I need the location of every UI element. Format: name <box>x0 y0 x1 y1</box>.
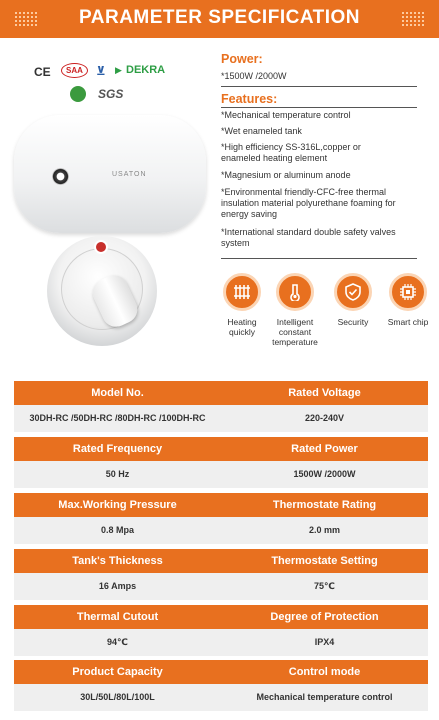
spec-table-values <box>14 461 428 488</box>
spec-label: Thermal Cutout <box>76 611 159 623</box>
spec-table-row <box>14 660 428 711</box>
feature-item: *Magnesium or aluminum anode <box>221 170 351 180</box>
spec-label: Thermostate Rating <box>272 499 377 511</box>
spec-label: Model No. <box>91 387 144 399</box>
spec-label: Product Capacity <box>72 666 163 678</box>
spec-label: Tank's Thickness <box>72 555 163 567</box>
spec-table-values <box>14 573 428 600</box>
feature-icons <box>216 273 434 353</box>
saa-logo: SAA <box>61 63 88 78</box>
page-title: PARAMETER SPECIFICATION <box>78 7 361 28</box>
spec-table-header <box>14 493 428 517</box>
indicator-light <box>94 240 108 254</box>
spec-table-values <box>14 629 428 656</box>
spec-table-row <box>14 549 428 600</box>
spec-table-values <box>14 684 428 711</box>
spec-value: 0.8 Mpa <box>100 525 134 535</box>
spec-table-row <box>14 493 428 544</box>
dial-face <box>61 248 143 330</box>
feature-item: *Wet enameled tank <box>221 126 302 136</box>
brand-logo: USATON <box>112 171 147 178</box>
control-dial-image <box>47 236 157 346</box>
spec-label: Control mode <box>288 666 361 678</box>
heater-knob <box>52 168 69 185</box>
dekra-logo: DEKRA <box>126 64 166 76</box>
power-heading: Power: <box>221 52 263 66</box>
spec-value: 50 Hz <box>105 469 130 479</box>
spec-label: Max.Working Pressure <box>58 499 177 511</box>
spec-table-header <box>14 381 428 405</box>
spec-value: 30L/50L/80L/100L <box>80 692 155 702</box>
heating-coil-icon <box>223 273 261 311</box>
header-banner <box>0 0 439 38</box>
spec-value: 16 Amps <box>98 581 137 591</box>
feature-item: *International standard double safety valves system <box>221 227 396 248</box>
spec-table-values <box>14 517 428 544</box>
dial-handle <box>88 271 142 332</box>
spec-value: 220-240V <box>304 413 345 423</box>
feature-icon-item <box>269 273 321 347</box>
spec-label: Rated Voltage <box>288 387 361 399</box>
spec-value: 30DH-RC /50DH-RC /80DH-RC /100DH-RC <box>29 413 206 423</box>
feature-item: *Environmental friendly-CFC-free thermal insulation material polyurethane foaming for energy saving <box>221 187 396 219</box>
dekra-logo-mark: ▶ <box>115 65 122 75</box>
feature-icon-label: Intelligent constant temperature <box>272 317 318 347</box>
spec-table-row <box>14 605 428 656</box>
ce-logo: CE <box>34 65 51 79</box>
spec-value: 94℃ <box>107 637 128 647</box>
spec-table-header <box>14 605 428 629</box>
spec-table-values <box>14 405 428 432</box>
chip-icon <box>389 273 427 311</box>
kc-logo: ⊻ <box>96 64 106 78</box>
spec-table-row <box>14 381 428 432</box>
feature-icon-label: Smart chip <box>387 317 429 327</box>
divider <box>221 258 417 259</box>
spec-value: Mechanical temperature control <box>256 692 393 702</box>
spec-value: 2.0 mm <box>308 525 341 535</box>
spec-table-header <box>14 437 428 461</box>
feature-icon-label: Heating quickly <box>227 317 257 337</box>
divider <box>221 107 417 108</box>
spec-label: Rated Power <box>291 443 358 455</box>
environmental-logo <box>70 86 86 102</box>
divider <box>221 86 417 87</box>
spec-table-row <box>14 437 428 488</box>
shield-check-icon <box>334 273 372 311</box>
spec-label: Thermostate Setting <box>271 555 378 567</box>
feature-icon-item <box>216 273 268 337</box>
feature-item: *Mechanical temperature control <box>221 110 351 120</box>
feature-item: *High efficiency SS-316L,copper or enameled heating element <box>221 142 361 163</box>
decorative-dots <box>401 11 425 26</box>
power-value: *1500W /2000W <box>221 71 287 81</box>
features-heading: Features: <box>221 92 278 106</box>
feature-icon-item <box>327 273 379 327</box>
sgs-logo: SGS <box>98 87 124 101</box>
spec-value: 1500W /2000W <box>293 469 356 479</box>
spec-value: IPX4 <box>314 637 335 647</box>
thermometer-icon <box>276 273 314 311</box>
feature-icon-item <box>382 273 434 327</box>
spec-table-header <box>14 549 428 573</box>
spec-label: Rated Frequency <box>72 443 163 455</box>
spec-table-header <box>14 660 428 684</box>
feature-icon-label: Security <box>337 317 369 327</box>
spec-value: 75℃ <box>314 581 335 591</box>
spec-label: Degree of Protection <box>270 611 379 623</box>
water-heater-image <box>14 115 206 233</box>
